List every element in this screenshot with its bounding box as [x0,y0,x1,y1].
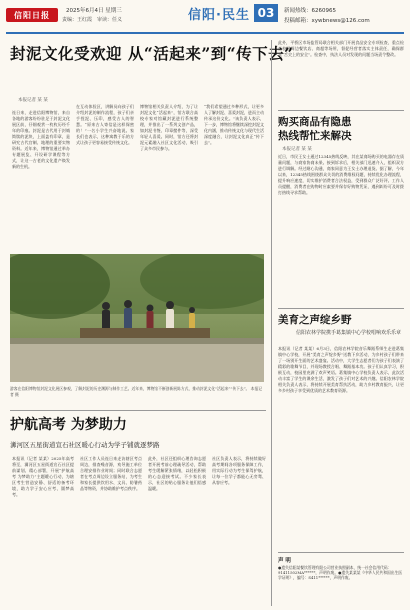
news-hotline: 新闻热线：6260965 [284,8,336,14]
shopping-body: 近日，市民王女士通过12345热线反映，其在某商场购买的电器存在质量问题，与商家协商未果。接到诉求后，相关部门迅速介入，组织双方进行调解。经过耐心沟通，商家同意为王女士办理退货。据了解，今年以来，12345热线围绕群众关切的消费维权问题，持续优化办理流程，提升响应速度，切实维护消费者合法权益，受到群众广泛好评。工作人员提醒，消费者在购物时应索要并保存好购物凭证，遇到纠纷可及时拨打热线寻求帮助。 [278,154,404,195]
submission-email: 投稿邮箱：xywbnews@126.com [284,18,370,24]
shopping-headline: 购买商品有隐患 [278,116,352,128]
arts-education-deck: 信阳农林学院携手葛集镇中心学校唱响欢乐乐章 [296,330,402,336]
story2-column-4: 社区负责人表示，将持续做好高考期间各项服务保障工作，用实际行动为考生保驾护航，让每一位学子都能心无旁骛、从容应考。 [212,456,266,485]
arts-education-body: 本报讯（记者 某某）6月3日，信阳农林学院音乐舞蹈系师生走进葛集镇中心学校，开展“美育之声绽乡野”送教下乡活动，为乡村孩子们带来了一场别开生面的艺术盛宴。活动中，大学生志愿者们为孩子们表演了精彩的歌舞节目，并现场教授合唱、舞蹈基本功。孩子们认真学习，积极互动，校园里充满了欢声笑语。葛集镇中心学校负责人表示，此次活动丰富了学生的课余生活，激发了孩子们对艺术的兴趣。信阳农林学院相关负责人表示，将持续开展美育帮扶活动，助力乡村教育振兴，让更多乡村孩子享受到优质的艺术教育资源。 [278,346,404,393]
lead-column-4: “我们希望通过多种形式，让更多人了解封泥、喜爱封泥，进而主动传承这份文化。”该负责人表示，下一步，博物馆将继续深挖封泥文化内涵，推动传统文化与现代生活深度融合，让封泥文化真正“传下去”。 [204,104,264,145]
issue-date: 2025年6月4日 星期三 [66,8,122,14]
notice-box [278,552,404,604]
editor-name: 责编：王红霞 [62,17,93,23]
editor-line [62,16,122,23]
shopping-byline: 本报记者 某 某 [282,147,312,152]
masthead-rule [6,32,404,34]
arts-education-headline: 美育之声绽乡野 [278,314,352,326]
lead-byline: 本报记者 某 某 [18,98,48,103]
lead-photo [10,254,264,382]
column-divider [271,40,272,606]
lead-column-3: 博物馆相关负责人介绍，为了让封泥文化“活起来”，馆方联合高校专家对馆藏封泥进行系统整理，并推出了一系列文创产品，如封泥书签、印章摆件等，深受年轻人喜爱。同时，馆方还将封泥元素融入社区文化活动，吸引了众多市民参与。 [140,104,198,151]
museum-visitors-photo [10,254,264,382]
notice-body: ●遗失信阳某餐饮管理有限公司营业执照副本，统一社会信用代码：91411502MA******，声明作废。●遗失某某某《中华人民共和国出生医学证明》，编号：S411******，声明作废。 [278,565,403,581]
shopping-subheadline: 热线帮忙来解决 [278,130,352,142]
story-divider [10,410,266,411]
newspaper-logo: 信阳日报 [6,8,58,22]
story2-deck: 浉河区五星街道宣石社区暖心行动为学子铺就逐梦路 [10,441,160,449]
story2-column-2: 社区工作人员连日来走访辖区考点周边，排查噪音源，劝导施工单位合理安排作业时间；同时联合志愿者在考点周边设立服务站，为考生和家长提供饮用水、文具、防暑药品等物资，并协助维护考点秩序。 [80,456,142,491]
story2-headline: 护航高考 为梦助力 [10,417,127,433]
reviewer-name: 审读：任义 [97,17,123,23]
section-title: 信阳·民生 [188,8,250,23]
page-number: 03 [254,4,278,22]
lead-column-2: 在互动体验区，讲解员向孩子们介绍封泥的制作流程，孩子们亲手捏泥、压印，感受古人的智慧。“原来古人寄信是这样保密的！”一名小学生兴奋地说。家长们也表示，这种寓教于乐的方式让孩子更容易接受传统文化。 [76,104,134,145]
notice-title: 声 明 [278,558,291,564]
masthead [0,0,410,38]
photo-caption: 游客在信阳博物馆封泥文化展区参观，了解封泥的历史渊源与制作工艺。近年来，博物馆不断创新展陈方式，推动封泥文化“活起来”“传下去”。 本报记者 摄 [10,386,263,397]
lead-column-1: 连日来，走进信阳博物馆，来自各地的游客纷纷驻足于封泥文化展区前，仔细观赏一枚枚历经千年的印痕。封泥是古代用于封缄简牍的泥块，上面盖有印章，是研究古代官制、地理的重要实物资料。近年来，博物馆通过举办专题展览、开设研学课程等方式，让这一古老的文化遗产焕发新的生机。 [12,110,70,169]
story2-column-3: 此外，社区还组织心理咨询志愿者开展考前心理疏导活动，帮助考生缓解紧张情绪，以轻松积极的心态迎接考试。不少家长表示，社区的贴心服务让他们倍感温暖。 [148,456,206,491]
right-divider-2 [278,308,404,309]
lead-headline: 封泥文化受欢迎 从“活起来”到“传下去” [10,44,294,63]
right-top-article: 此外，平桥区市场监管局联合相关部门开展食品安全专项检查，重点检查校园周边餐饮店、商超等场所，督促经营者落实主体责任，确保群众“舌尖上的安全”。检查中，执法人员对发现的问题当场责令整改。 [278,40,404,57]
story2-column-1: 本报讯（记者 某某）2025年高考将至，浉河区五星街道宣石社区提前谋划、精心部署，开展“护航高考 为梦助力”主题暖心行动，为辖区考生营造安静、舒适的备考环境，助力学子安心应考、圆梦高考。 [12,456,74,497]
